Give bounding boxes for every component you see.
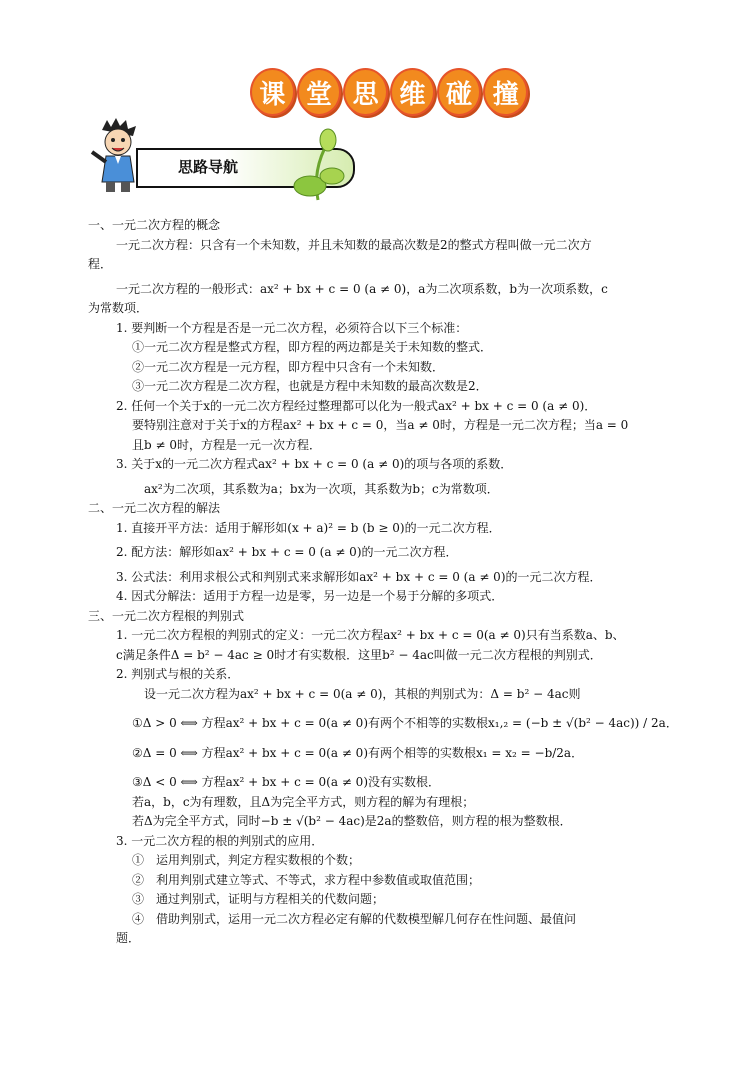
text-line: 要特别注意对于关于x的方程ax² + bx + c = 0，当a ≠ 0时，方程是一元二次方程；当a = 0	[132, 418, 629, 432]
text-line: 设一元二次方程为ax² + bx + c = 0(a ≠ 0)，其根的判别式为：Δ = b² − 4ac则	[144, 686, 581, 701]
text-line: 且b ≠ 0时，方程是一元一次方程．	[132, 437, 322, 452]
text-line: 三、一元二次方程根的判别式	[88, 608, 245, 623]
text-line: 二、一元二次方程的解法	[88, 501, 221, 515]
text-line: ①Δ > 0 ⟺ 方程ax² + bx + c = 0(a ≠ 0)有两个不相等的实数根x₁,₂ = (−b ± √(b² − 4ac)) / 2a．	[132, 716, 678, 730]
text-line: ① 运用判别式，判定方程实数根的个数；	[132, 853, 361, 867]
text-line: c满足条件Δ = b² − 4ac ≥ 0时才有实数根．这里b² − 4ac叫做一元二次方程根的判别式．	[116, 647, 602, 662]
text-line: 1. 直接开平方法：适用于解形如(x + a)² = b (b ≥ 0)的一元二次方程．	[116, 520, 501, 535]
text-line: ①一元二次方程是整式方程，即方程的两边都是关于未知数的整式．	[132, 340, 493, 354]
text-line: 1. 要判断一个方程是否是一元二次方程，必须符合以下三个标准：	[116, 320, 468, 335]
text-line: 一、一元二次方程的概念	[88, 218, 221, 232]
text-line: ④ 借助判别式，运用一元二次方程必定有解的代数模型解几何存在性问题、最值问	[132, 911, 577, 926]
banner-char: 撞	[483, 68, 528, 116]
text-line: 若a，b，c为有理数，且Δ为完全平方式，则方程的解为有理根；	[132, 794, 475, 809]
text-line: ②Δ = 0 ⟺ 方程ax² + bx + c = 0(a ≠ 0)有两个相等的实数根x₁ = x₂ = −b/2a．	[132, 745, 584, 760]
text-line: ax²为二次项，其系数为a；bx为一次项，其系数为b；c为常数项．	[144, 481, 499, 496]
nav-title: 思路导航	[178, 158, 239, 176]
text-line: 3. 一元二次方程的根的判别式的应用．	[116, 833, 324, 848]
body-content	[88, 216, 678, 949]
banner-char: 堂	[297, 68, 342, 116]
text-line: 2. 任何一个关于x的一元二次方程经过整理都可以化为一般式ax² + bx + c = 0 (a ≠ 0)．	[116, 398, 597, 413]
text-line: 3. 公式法：利用求根公式和判别式来求解形如ax² + bx + c = 0 (a ≠ 0)的一元二次方程．	[116, 569, 602, 584]
text-line: 一元二次方程：只含有一个未知数，并且未知数的最高次数是2的整式方程叫做一元二次方	[116, 237, 592, 252]
text-line: ② 利用判别式建立等式、不等式，求方程中参数值或取值范围；	[132, 872, 481, 887]
leaf-icon	[288, 128, 348, 203]
text-line: ③一元二次方程是二次方程，也就是方程中未知数的最高次数是2．	[132, 379, 488, 393]
nav-header	[88, 118, 358, 198]
section-banner	[250, 68, 530, 118]
text-line: 2. 判别式与根的关系．	[116, 667, 240, 681]
spacer	[88, 763, 672, 773]
text-line: 若Δ为完全平方式，同时−b ± √(b² − 4ac)是2a的整数倍，则方程的根为整数根．	[132, 814, 572, 828]
text-line: ③ 通过判别式，证明与方程相关的代数问题；	[132, 892, 385, 906]
text-line: ③Δ < 0 ⟺ 方程ax² + bx + c = 0(a ≠ 0)没有实数根．	[132, 775, 440, 789]
text-line: 程．	[88, 257, 113, 271]
text-line: 1. 一元二次方程根的判别式的定义：一元二次方程ax² + bx + c = 0(a ≠ 0)只有当系数a、b、	[116, 628, 625, 642]
text-line: 2. 配方法：解形如ax² + bx + c = 0 (a ≠ 0)的一元二次方程．	[116, 545, 458, 559]
text-line: 为常数项．	[88, 301, 149, 315]
text-line: 4. 因式分解法：适用于方程一边是零，另一边是一个易于分解的多项式．	[116, 589, 504, 603]
text-line: ②一元二次方程是一元方程，即方程中只含有一个未知数．	[132, 359, 445, 374]
banner-char: 维	[390, 68, 435, 116]
text-line: 3. 关于x的一元二次方程式ax² + bx + c = 0 (a ≠ 0)的项与各项的系数．	[116, 457, 513, 471]
text-line: 一元二次方程的一般形式：ax² + bx + c = 0 (a ≠ 0)，a为二次项系数，b为一次项系数，c	[116, 281, 608, 296]
banner-char: 碰	[437, 68, 482, 116]
spacer	[88, 734, 672, 744]
banner-char: 课	[250, 68, 295, 116]
spacer	[88, 704, 672, 714]
text-line: 题．	[116, 931, 141, 945]
banner-char: 思	[343, 68, 388, 116]
